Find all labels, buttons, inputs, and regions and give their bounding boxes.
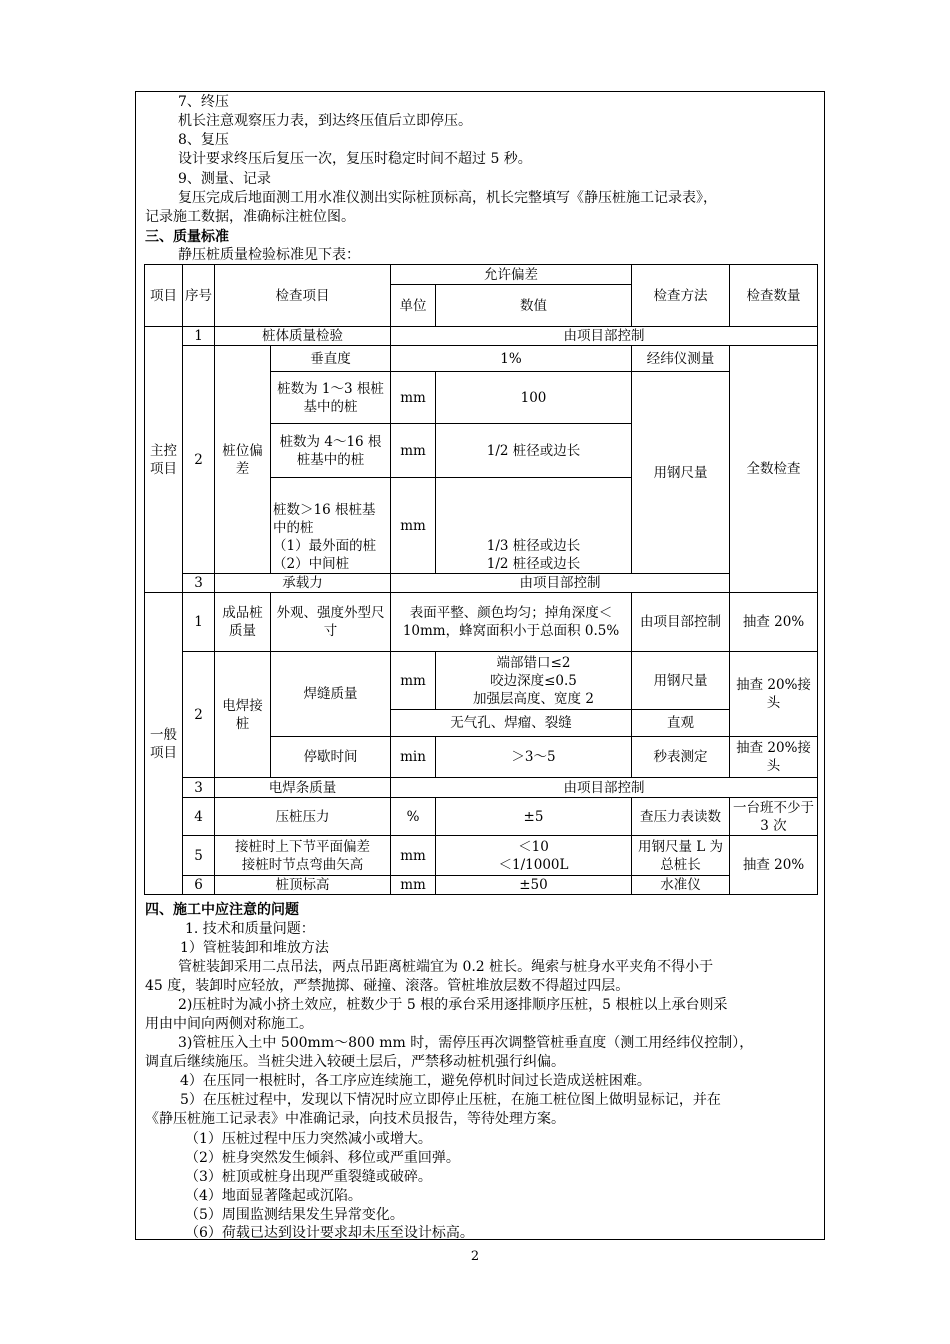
table-cell: 用钢尺量: [632, 652, 730, 710]
table-cell: mm: [391, 876, 436, 895]
table-cell: 桩顶标高: [215, 876, 391, 895]
table-cell: [436, 478, 632, 574]
header-quantity: 检查数量: [730, 265, 818, 327]
table-cell: 抽查 20%接头: [730, 652, 818, 737]
table-cell: 抽查 20%: [730, 593, 818, 652]
table-cell: ±50: [436, 876, 632, 895]
section4-l5: （5）周围监测结果发生异常变化。: [185, 1207, 404, 1223]
page-number: 2: [470, 1249, 480, 1264]
table-cell: 3: [183, 574, 215, 593]
header-item: 检查项目: [215, 265, 391, 327]
table-cell: 1: [183, 593, 215, 652]
table-cell: 由项目部控制: [391, 327, 818, 346]
section4-p3a: 2)压桩时为减小挤土效应，桩数少于 5 根的承台采用逐排顺序压桩，5 根桩以上承台则采: [178, 997, 728, 1013]
table-cell: 6: [183, 876, 215, 895]
table-cell: mm: [391, 424, 436, 478]
table-cell: 秒表测定: [632, 737, 730, 778]
section4-heading: 四、施工中应注意的问题: [145, 902, 299, 918]
step9-text-1: 复压完成后地面测工用水准仪测出实际桩顶标高，机长完整填写《静压桩施工记录表》，: [178, 190, 717, 206]
table-cell: 2: [183, 652, 215, 778]
table-cell: 用钢尺量: [632, 372, 730, 574]
table-cell: 电焊接桩: [215, 652, 271, 778]
table-cell: 表面平整、颜色均匀；掉角深度＜10mm，蜂窝面积小于总面积 0.5%: [391, 593, 632, 652]
table-cell: [436, 652, 632, 710]
table-cell: ＞3～5: [436, 737, 632, 778]
table-cell: 无气孔、焊瘤、裂缝: [391, 710, 632, 737]
table-cell: [215, 836, 391, 876]
table-cell: 桩体质量检验: [215, 327, 391, 346]
cell-line: 桩数＞16 根桩基中的桩: [273, 502, 376, 536]
table-cell: 2: [183, 346, 215, 574]
section3-heading: 三、质量标准: [145, 229, 229, 245]
table-cell: [271, 478, 391, 574]
table-cell: 焊缝质量: [271, 652, 391, 737]
table-cell: 停歇时间: [271, 737, 391, 778]
table-cell: 3: [183, 778, 215, 798]
section4-l1: （1）压桩过程中压力突然减小或增大。: [185, 1131, 432, 1147]
section4-l3: （3）桩顶或桩身出现严重裂缝或破碎。: [185, 1169, 432, 1185]
cell-line: 端部错口≤2: [496, 654, 571, 671]
table-cell: 由项目部控制: [632, 593, 730, 652]
section4-l4: （4）地面显著隆起或沉陷。: [185, 1188, 362, 1204]
table-cell: 桩数为 1～3 根桩基中的桩: [271, 372, 391, 424]
cell-line: 1/2 桩径或边长: [486, 556, 581, 572]
table-cell: [436, 836, 632, 876]
table-cell: 一台班不少于 3 次: [730, 798, 818, 836]
table-cell: ±5: [436, 798, 632, 836]
step8-title: 8、复压: [178, 132, 229, 148]
table-cell: 100: [436, 372, 632, 424]
section4-l2: （2）桩身突然发生倾斜、移位或严重回弹。: [185, 1150, 460, 1166]
header-method: 检查方法: [632, 265, 730, 327]
cell-line: ＜1/1000L: [498, 856, 569, 873]
cell-line: 接桩时节点弯曲矢高: [241, 856, 364, 873]
table-cell: 压桩压力: [215, 798, 391, 836]
table-cell: 直观: [632, 710, 730, 737]
table-cell: mm: [391, 478, 436, 574]
table-cell: 全数检查: [730, 346, 818, 593]
section4-p5: 4）在压同一根桩时，各工序应连续施工，避免停机时间过长造成送桩困难。: [180, 1073, 651, 1089]
section4-p2a: 管桩装卸采用二点吊法，两点吊距离桩端宜为 0.2 桩长。绳索与桩身水平夹角不得小于: [178, 959, 714, 975]
section4-p0: 1. 技术和质量问题：: [185, 921, 315, 937]
step9-title: 9、测量、记录: [178, 171, 271, 187]
section4-p6b: 《静压桩施工记录表》中准确记录，向技术员报告，等待处理方案。: [145, 1111, 565, 1127]
table-cell: 经纬仪测量: [632, 346, 730, 372]
section4-p4b: 调直后继续施压。当桩尖进入较硬土层后，严禁移动桩机强行纠偏。: [145, 1054, 565, 1070]
cell-line: 1/3 桩径或边长: [486, 538, 581, 554]
table-cell: 桩位偏差: [215, 346, 271, 574]
table-cell: 抽查 20%接头: [730, 737, 818, 778]
table-cell: 抽查 20%: [730, 836, 818, 895]
cell-line: （2）中间桩: [273, 556, 350, 572]
table-cell: 桩数为 4～16 根桩基中的桩: [271, 424, 391, 478]
table-cell: mm: [391, 652, 436, 710]
table-cell: mm: [391, 372, 436, 424]
table-cell: 由项目部控制: [391, 574, 730, 593]
table-cell: 外观、强度外型尺寸: [271, 593, 391, 652]
header-allowance: 允许偏差: [391, 265, 632, 285]
section4-p3b: 用由中间向两侧对称施工。: [145, 1016, 313, 1032]
step7-text: 机长注意观察压力表，到达终压值后立即停压。: [178, 113, 472, 129]
section3-intro: 静压桩质量检验标准见下表：: [178, 247, 360, 263]
table-cell: 水准仪: [632, 876, 730, 895]
main-control-group: 主控项目: [145, 327, 183, 593]
step9-text-2: 记录施工数据，准确标注桩位图。: [145, 209, 355, 225]
table-cell: 1/2 桩径或边长: [436, 424, 632, 478]
table-cell: min: [391, 737, 436, 778]
general-group: 一般项目: [145, 593, 183, 895]
table-cell: 5: [183, 836, 215, 876]
cell-line: 咬边深度≤0.5: [490, 672, 577, 689]
cell-line: ＜10: [518, 838, 549, 855]
table-cell: 由项目部控制: [391, 778, 818, 798]
cell-line: 接桩时上下节平面偏差: [235, 838, 370, 855]
table-cell: 用钢尺量 L 为总桩长: [632, 836, 730, 876]
table-cell: 垂直度: [271, 346, 391, 372]
section4-p1: 1）管桩装卸和堆放方法: [180, 940, 329, 956]
quality-standard-table: [144, 264, 818, 895]
table-cell: 查压力表读数: [632, 798, 730, 836]
table-cell: 成品桩质量: [215, 593, 271, 652]
header-seq: 序号: [183, 265, 215, 327]
table-cell: 承载力: [215, 574, 391, 593]
table-cell: 1: [183, 327, 215, 346]
cell-line: （1）最外面的桩: [273, 538, 377, 554]
header-unit: 单位: [391, 285, 436, 327]
section4-p2b: 45 度，装卸时应轻放，严禁抛掷、碰撞、滚落。管桩堆放层数不得超过四层。: [145, 978, 630, 994]
section4-p4a: 3)管桩压入土中 500mm～800 mm 时，需停压再次调整管桩垂直度（测工用经纬仪控制），: [178, 1035, 754, 1051]
section4-l6: （6）荷载已达到设计要求却未压至设计标高。: [185, 1225, 474, 1241]
step8-text: 设计要求终压后复压一次，复压时稳定时间不超过 5 秒。: [178, 151, 532, 167]
table-cell: 电焊条质量: [215, 778, 391, 798]
table-cell: %: [391, 798, 436, 836]
table-cell: 1%: [391, 346, 632, 372]
cell-line: 加强层高度、宽度 2: [473, 690, 594, 707]
header-project: 项目: [145, 265, 183, 327]
step7-title: 7、终压: [178, 94, 229, 110]
table-cell: mm: [391, 836, 436, 876]
header-value: 数值: [436, 285, 632, 327]
section4-p6a: 5）在压桩过程中，发现以下情况时应立即停止压桩，在施工桩位图上做明显标记，并在: [180, 1092, 721, 1108]
table-cell: 4: [183, 798, 215, 836]
